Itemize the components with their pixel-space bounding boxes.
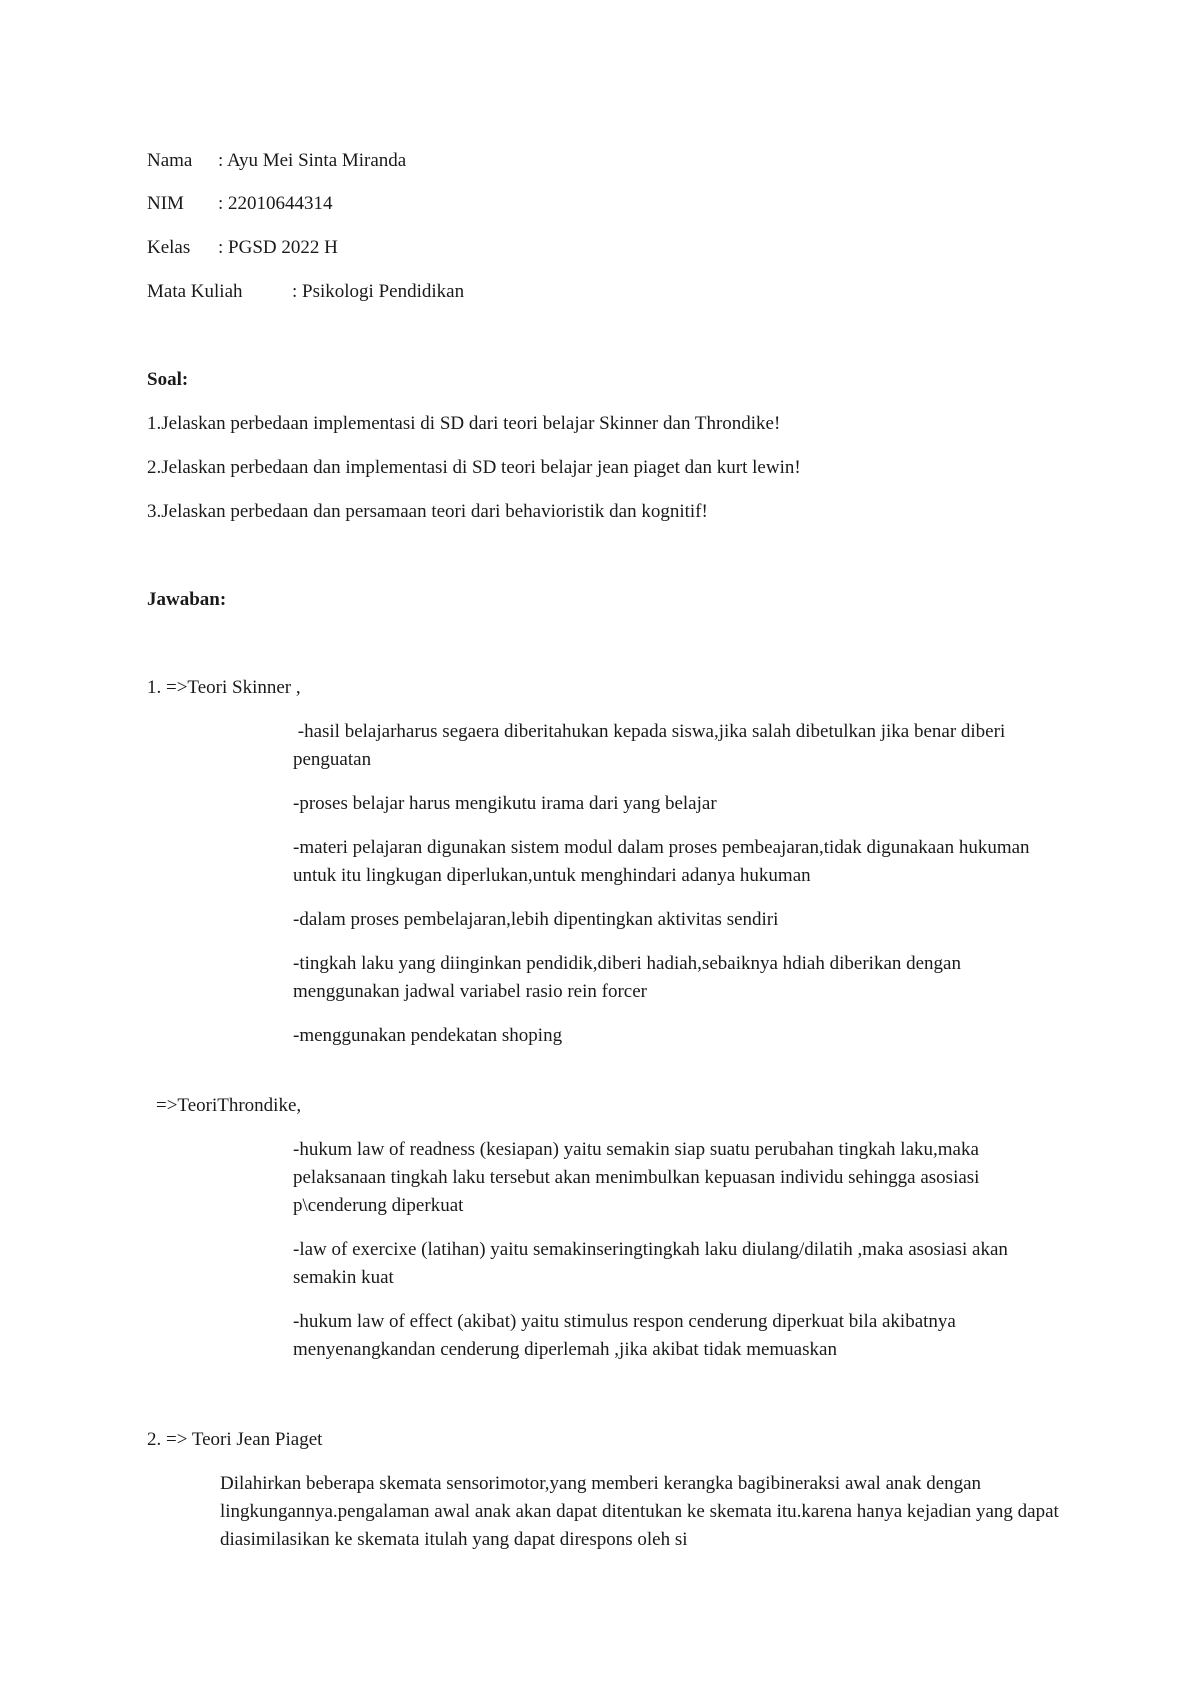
kelas-label: Kelas bbox=[147, 237, 191, 258]
throndike-point: -law of exercixe (latihan) yaitu semakinseringtingkah laku diulang/dilatih ,maka asosiasi akan semakin kuat bbox=[293, 1239, 1008, 1288]
skinner-points bbox=[293, 718, 1053, 1066]
skinner-point: -hasil belajarharus segaera diberitahukan kepada siswa,jika salah dibetulkan jika benar diberi penguatan bbox=[293, 721, 1010, 770]
soal-item-1: 1.Jelaskan perbedaan implementasi di SD dari teori belajar Skinner dan Throndike! bbox=[147, 413, 781, 434]
throndike-points bbox=[293, 1136, 1053, 1380]
skinner-point: -menggunakan pendekatan shoping bbox=[293, 1025, 563, 1046]
kelas-row bbox=[147, 234, 338, 262]
matkul-row bbox=[147, 278, 464, 306]
nama-value: : Ayu Mei Sinta Miranda bbox=[218, 150, 407, 171]
matkul-value: : Psikologi Pendidikan bbox=[292, 281, 465, 302]
skinner-point: -materi pelajaran digunakan sistem modul dalam proses pembeajaran,tidak digunakaan hukuman untuk itu lingkugan diperlukan,untuk menghindari adanya hukuman bbox=[293, 837, 1030, 886]
answer2-heading: 2. => Teori Jean Piaget bbox=[147, 1429, 323, 1450]
nim-label: NIM bbox=[147, 193, 184, 214]
nim-value: : 22010644314 bbox=[218, 193, 333, 214]
matkul-label: Mata Kuliah bbox=[147, 281, 243, 302]
soal-title: Soal: bbox=[147, 369, 189, 390]
skinner-point: -tingkah laku yang diinginkan pendidik,diberi hadiah,sebaiknya hdiah diberikan dengan menggunakan jadwal variabel rasio rein forcer bbox=[293, 953, 961, 1002]
throndike-point: -hukum law of readness (kesiapan) yaitu semakin siap suatu perubahan tingkah laku,maka pelaksanaan tingkah laku tersebut akan menimbulkan kepuasan individu sehingga asosiasi p\cenderung diperkuat bbox=[293, 1139, 980, 1216]
nim-row bbox=[147, 190, 333, 218]
answer1-heading: 1. =>Teori Skinner , bbox=[147, 677, 301, 698]
soal-item-2: 2.Jelaskan perbedaan dan implementasi di SD teori belajar jean piaget dan kurt lewin! bbox=[147, 457, 801, 478]
kelas-value: : PGSD 2022 H bbox=[218, 237, 338, 258]
nama-row bbox=[147, 147, 406, 175]
skinner-point: -dalam proses pembelajaran,lebih dipentingkan aktivitas sendiri bbox=[293, 909, 779, 930]
soal-item-3: 3.Jelaskan perbedaan dan persamaan teori dari behavioristik dan kognitif! bbox=[147, 501, 708, 522]
throndike-point: -hukum law of effect (akibat) yaitu stimulus respon cenderung diperkuat bila akibatnya menyenangkandan cenderung diperlemah ,jika akibat tidak memuaskan bbox=[293, 1311, 956, 1360]
skinner-point: -proses belajar harus mengikutu irama dari yang belajar bbox=[293, 793, 717, 814]
jawaban-title: Jawaban: bbox=[147, 589, 227, 610]
answer2-paragraph: Dilahirkan beberapa skemata sensorimotor,yang memberi kerangka bagibineraksi awal anak dengan lingkungannya.pengalaman awal anak akan dapat ditentukan ke skemata itu.karena hanya kejadian yang dapat diasimilasikan ke skemata itulah yang dapat direspons oleh si bbox=[220, 1473, 1059, 1550]
nama-label: Nama bbox=[147, 150, 193, 171]
throndike-heading: =>TeoriThrondike, bbox=[156, 1095, 302, 1116]
